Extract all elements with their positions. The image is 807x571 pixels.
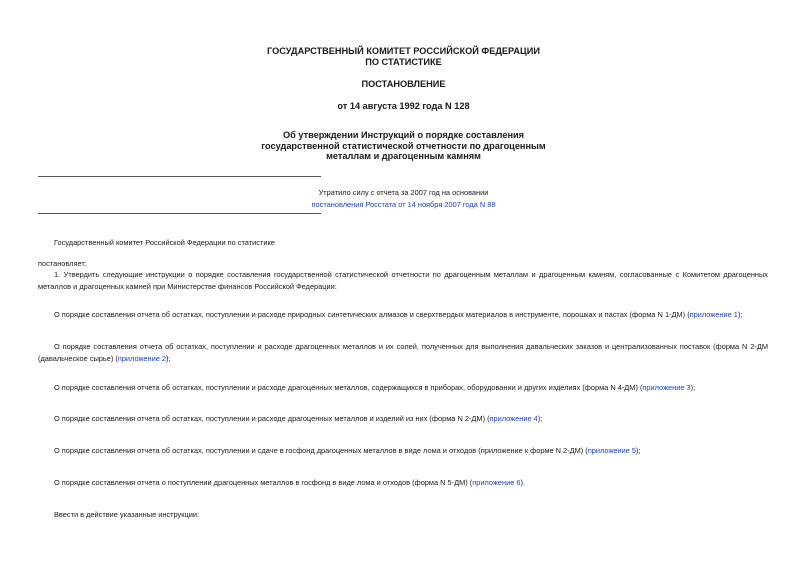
appendix-link-5[interactable]: приложение 5 xyxy=(587,446,636,455)
list-item: О порядке составления отчета об остатках, поступлении и расходе драгоценных металлов и их солей, полученных для выполнения давальческих заказов и централизованных поставок (форма N 2-ДМ (давальческое сырье) (приложение 2); xyxy=(38,342,768,363)
paragraph-resolves: постановляет: xyxy=(38,259,87,268)
org-line-1: ГОСУДАРСТВЕННЫЙ КОМИТЕТ РОССИЙСКОЙ ФЕДЕРАЦИИ xyxy=(267,46,540,56)
list-item: О порядке составления отчета об остатках, поступлении и расходе драгоценных металлов и изделий из них (форма N 2-ДМ) (приложение 4); xyxy=(54,414,543,423)
appendix-link-6[interactable]: приложение 6 xyxy=(472,478,521,487)
list-item: О порядке составления отчета об остатках, поступлении и расходе драгоценных металлов, содержащихся в приборах, оборудовании и других изделиях (форма N 4-ДМ) (приложение 3); xyxy=(54,383,696,392)
appendix-link-4[interactable]: приложение 4 xyxy=(489,414,538,423)
divider-top xyxy=(38,176,321,177)
status-note xyxy=(0,187,807,211)
doc-title xyxy=(0,130,807,162)
doc-title-line-1: Об утверждении Инструкций о порядке составления xyxy=(282,130,525,140)
doc-title-line-2: государственной статистической отчетности по драгоценным xyxy=(261,140,546,151)
doc-title-line-3: металлам и драгоценным камням xyxy=(326,151,481,161)
status-line: Утратило силу с отчета за 2007 год на основании xyxy=(318,188,489,197)
org-line-2: ПО СТАТИСТИКЕ xyxy=(365,56,442,67)
list-item: О порядке составления отчета о поступлении драгоценных металлов в госфонд в виде лома и отходов (форма N 5-ДМ) (приложение 6). xyxy=(54,478,525,487)
appendix-link-2[interactable]: приложение 2 xyxy=(117,353,167,363)
paragraph-committee: Государственный комитет Российской Федерации по статистике xyxy=(54,238,275,247)
doc-type: ПОСТАНОВЛЕНИЕ xyxy=(361,79,446,89)
appendix-link-3[interactable]: приложение 3 xyxy=(642,383,691,392)
paragraph-approve: 1. Утвердить следующие инструкции о порядке составления государственной статистической отчетности по драгоценным металлам и драгоценным камням, согласованные с Комитетом драгоценных металлов и драгоценных камней при Министерстве финансов Российской Федерации: xyxy=(38,270,768,291)
doc-date-number: от 14 августа 1992 года N 128 xyxy=(337,101,470,111)
status-link[interactable]: постановления Росстата от 14 ноября 2007 года N 88 xyxy=(311,200,496,209)
appendix-link-1[interactable]: приложение 1 xyxy=(689,310,738,319)
paragraph-enact: Ввести в действие указанные инструкции: xyxy=(54,510,200,519)
list-item: О порядке составления отчета об остатках, поступлении и сдаче в госфонд драгоценных металлов в виде лома и отходов (приложение к форме N 2-ДМ) (приложение 5); xyxy=(54,446,641,455)
divider-bottom xyxy=(38,213,321,214)
list-item: О порядке составления отчета об остатках, поступлении и расходе природных синтетических алмазов и сверхтвердых материалов в инструменте, порошках и пастах (форма N 1-ДМ) (приложение 1); xyxy=(54,310,743,319)
org-name xyxy=(0,46,807,67)
